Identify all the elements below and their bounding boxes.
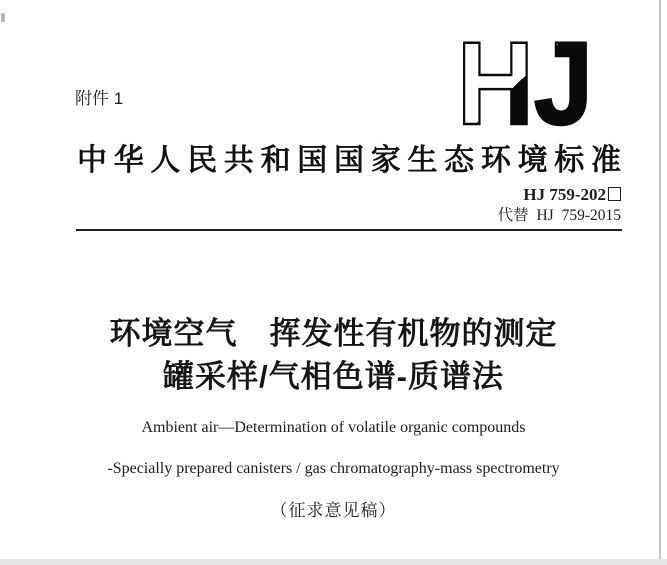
document-title-cn-line2: 罐采样/气相色谱-质谱法: [163, 359, 504, 394]
document-title-cn: [60, 312, 607, 398]
document-title-en-line1: Ambient air—Determination of volatile organic compounds: [141, 419, 526, 436]
scan-speck: [1, 13, 5, 22]
replaces-note: 代替 HJ 759-2015: [497, 207, 621, 224]
standard-code-line: [498, 185, 621, 204]
scan-edge-right: [659, 0, 661, 565]
document-title-en-line2: -Specially prepared canisters / gas chromatography-mass spectrometry: [107, 460, 560, 477]
header-rule: [76, 229, 622, 231]
standard-code: HJ 759-202: [523, 185, 606, 204]
hj-logo-text: HJ: [457, 33, 593, 129]
blank-year-box: [608, 187, 621, 201]
draft-for-comments-note: （征求意见稿）: [270, 501, 397, 520]
scan-edge-bottom: [0, 559, 667, 565]
national-standard-heading: 中华人民共和国国家生态环境标准: [77, 144, 621, 177]
hj-logo: [455, 33, 597, 129]
attachment-label: 附件 1: [75, 89, 124, 108]
standard-designation: [498, 185, 621, 225]
document-title-cn-line1: 环境空气 挥发性有机物的测定: [109, 316, 558, 351]
